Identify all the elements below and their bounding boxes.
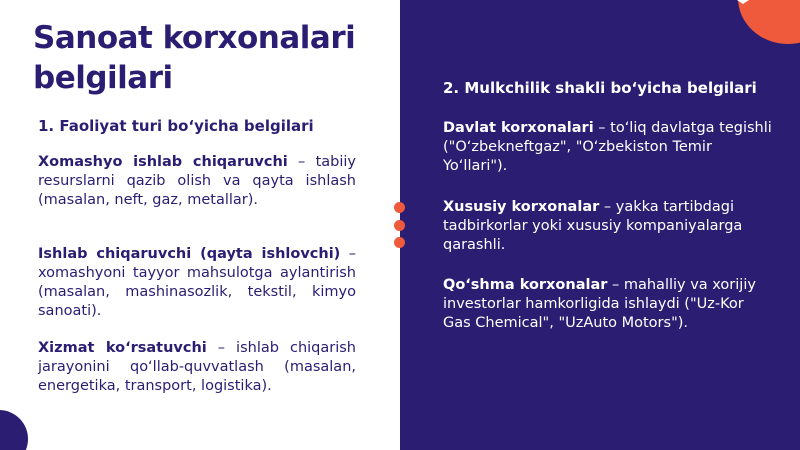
right-item-term: Xususiy korxonalar	[443, 199, 600, 215]
left-item-term: Ishlab chiqaruvchi (qayta ishlovchi)	[38, 246, 341, 262]
bullet-dot-icon	[394, 202, 405, 213]
left-section-heading: 1. Faoliyat turi bo‘yicha belgilari	[38, 117, 314, 135]
left-item-desc: – tabiiy resurslarni qazib olish va qayta ishlash (masalan, neft, gaz, metallar).	[38, 154, 356, 208]
right-item-desc: – mahalliy va xorijiy investorlar hamkorligida ishlaydi ("Uz-Kor Gas Chemical", "UzAuto Motors").	[443, 277, 756, 331]
decorative-circle-bottom-left	[0, 410, 28, 450]
left-item-term: Xizmat ko‘rsatuvchi	[38, 340, 207, 356]
decorative-circle-top-right	[738, 0, 800, 44]
right-item-term: Qo‘shma korxonalar	[443, 277, 608, 293]
left-item-desc: – xomashyoni tayyor mahsulotga aylantirish (masalan, mashinasozlik, tekstil, kimyo sanoati).	[38, 246, 356, 319]
right-item-private	[443, 198, 773, 255]
bullet-dot-icon	[394, 220, 405, 231]
right-item-term: Davlat korxonalari	[443, 120, 594, 136]
left-item-raw-producer	[38, 153, 356, 210]
bullet-dot-icon	[394, 237, 405, 248]
right-item-desc: – to‘liq davlatga tegishli ("O‘zbekneftgaz", "O‘zbekiston Temir Yo‘llari").	[443, 120, 772, 174]
right-item-state	[443, 119, 773, 176]
left-item-processor	[38, 245, 356, 321]
right-item-joint	[443, 276, 773, 333]
left-item-term: Xomashyo ishlab chiqaruvchi	[38, 154, 288, 170]
decorative-notch-icon	[737, 0, 749, 4]
slide-title: Sanoat korxonalari belgilari	[33, 20, 356, 96]
right-section-heading: 2. Mulkchilik shakli bo‘yicha belgilari	[443, 79, 757, 97]
left-item-service	[38, 339, 356, 396]
left-item-desc: – ishlab chiqarish jarayonini qo‘llab-quvvatlash (masalan, energetika, transport, logistika).	[38, 340, 356, 394]
right-item-desc: – yakka tartibdagi tadbirkorlar yoki xususiy kompaniyalarga qarashli.	[443, 199, 743, 253]
